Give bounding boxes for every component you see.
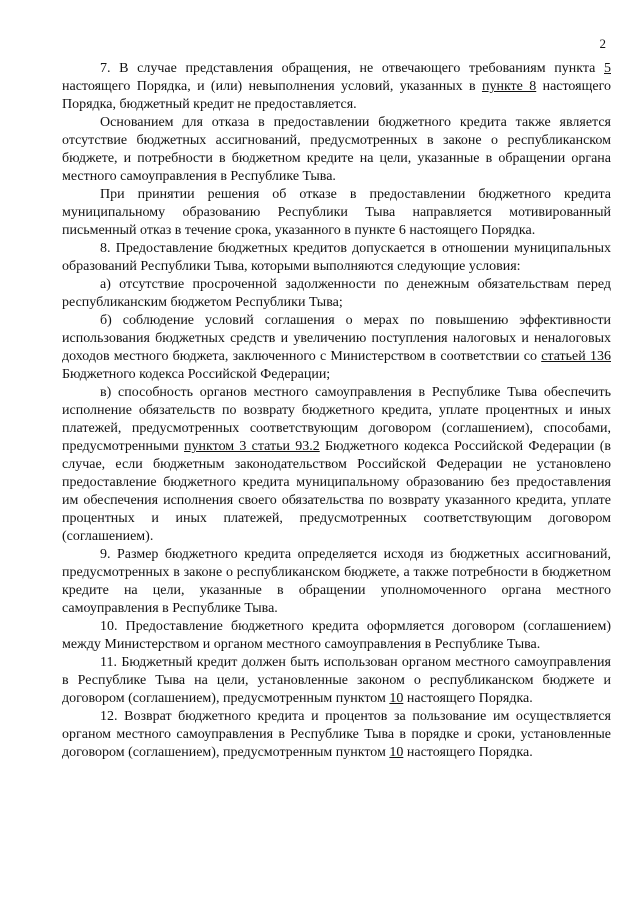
reference-link[interactable]: 10 (389, 745, 404, 760)
paragraph-text: 7. В случае представления обращения, не отвечающего требованиям пункта (100, 61, 604, 76)
paragraph (62, 384, 611, 546)
reference-link[interactable]: 10 (389, 691, 404, 706)
paragraph (62, 708, 611, 762)
paragraph-text: настоящего Порядка, и (или) невыполнения условий, указанных в (62, 79, 482, 94)
paragraph-text: 8. Предоставление бюджетных кредитов допускается в отношении муниципальных образований Республики Тыва, которыми выполняются следующие условия: (62, 241, 611, 274)
paragraph (62, 186, 611, 240)
paragraph-text: Основанием для отказа в предоставлении бюджетного кредита также является отсутствие бюджетных ассигнований, предусмотренных в законе о республиканском бюджете, и потребности в бюджетном кредите на цели, указанные в обращении органа местного самоуправления в Республике Тыва. (62, 115, 611, 184)
paragraph-text: 11. Бюджетный кредит должен быть использован органом местного самоуправления в Республике Тыва на цели, установленные законом о республиканском бюджете и договором (соглашением), предусмотренным пунктом (62, 655, 611, 706)
paragraph-text: а) отсутствие просроченной задолженности по денежным обязательствам перед республиканским бюджетом Республики Тыва; (62, 277, 611, 310)
page-number: 2 (599, 36, 606, 51)
reference-link[interactable]: пунктом 3 статьи 93.2 (184, 439, 320, 454)
paragraph-text: б) соблюдение условий соглашения о мерах по повышению эффективности использования бюджетных средств и увеличению поступления налоговых и неналоговых доходов местного бюджета, заключенного с Министерством в соответствии со (62, 313, 611, 364)
paragraph (62, 114, 611, 186)
paragraph (62, 60, 611, 114)
paragraph-text: 9. Размер бюджетного кредита определяется исходя из бюджетных ассигнований, предусмотренных в законе о республиканском бюджете, а также потребности в бюджетном кредите на цели, указанные в обращении уполномоченного органа местного самоуправления в Республике Тыва. (62, 547, 611, 616)
paragraph-text: При принятии решения об отказе в предоставлении бюджетного кредита муниципальному образованию Республики Тыва направляется мотивированный письменный отказ в течение срока, указанного в пункте 6 настоящего Порядка. (62, 187, 611, 238)
paragraph-text: в) способность органов местного самоуправления в Республике Тыва обеспечить исполнение обязательств по возврату бюджетного кредита, уплате процентных и иных платежей, предусмотренных соответствующим договором (соглашением), способами, предусмотренными (62, 385, 611, 454)
reference-link[interactable]: 5 (604, 61, 611, 76)
paragraph (62, 654, 611, 708)
reference-link[interactable]: пункте 8 (481, 79, 537, 94)
document-body (62, 60, 611, 762)
paragraph (62, 240, 611, 276)
reference-link[interactable]: статьей 136 (541, 349, 611, 364)
paragraph-text: настоящего Порядка. (403, 745, 533, 760)
paragraph (62, 618, 611, 654)
paragraph (62, 312, 611, 384)
paragraph-text: настоящего Порядка. (403, 691, 533, 706)
paragraph-text: 10. Предоставление бюджетного кредита оформляется договором (соглашением) между Министерством и органом местного самоуправления в Республике Тыва. (62, 619, 611, 652)
paragraph-text: Бюджетного кодекса Российской Федерации (в случае, если бюджетным законодательством Российской Федерации не установлено предоставление бюджетного кредита муниципальному образованию без предоставления им обеспечения исполнения своего обязательства по возврату указанного кредита, уплате процентных и иных платежей, предусмотренных соответствующим договором (соглашением). (62, 439, 612, 544)
paragraph-text: Бюджетного кодекса Российской Федерации; (62, 367, 331, 382)
paragraph (62, 546, 611, 618)
paragraph-text: настоящего Порядка, бюджетный кредит не предоставляется. (62, 79, 611, 112)
paragraph-text: 12. Возврат бюджетного кредита и процентов за пользование им осуществляется органом местного самоуправления в Республике Тыва в порядке и сроки, установленные договором (соглашением), предусмотренным пунктом (62, 709, 611, 760)
paragraph (62, 276, 611, 312)
